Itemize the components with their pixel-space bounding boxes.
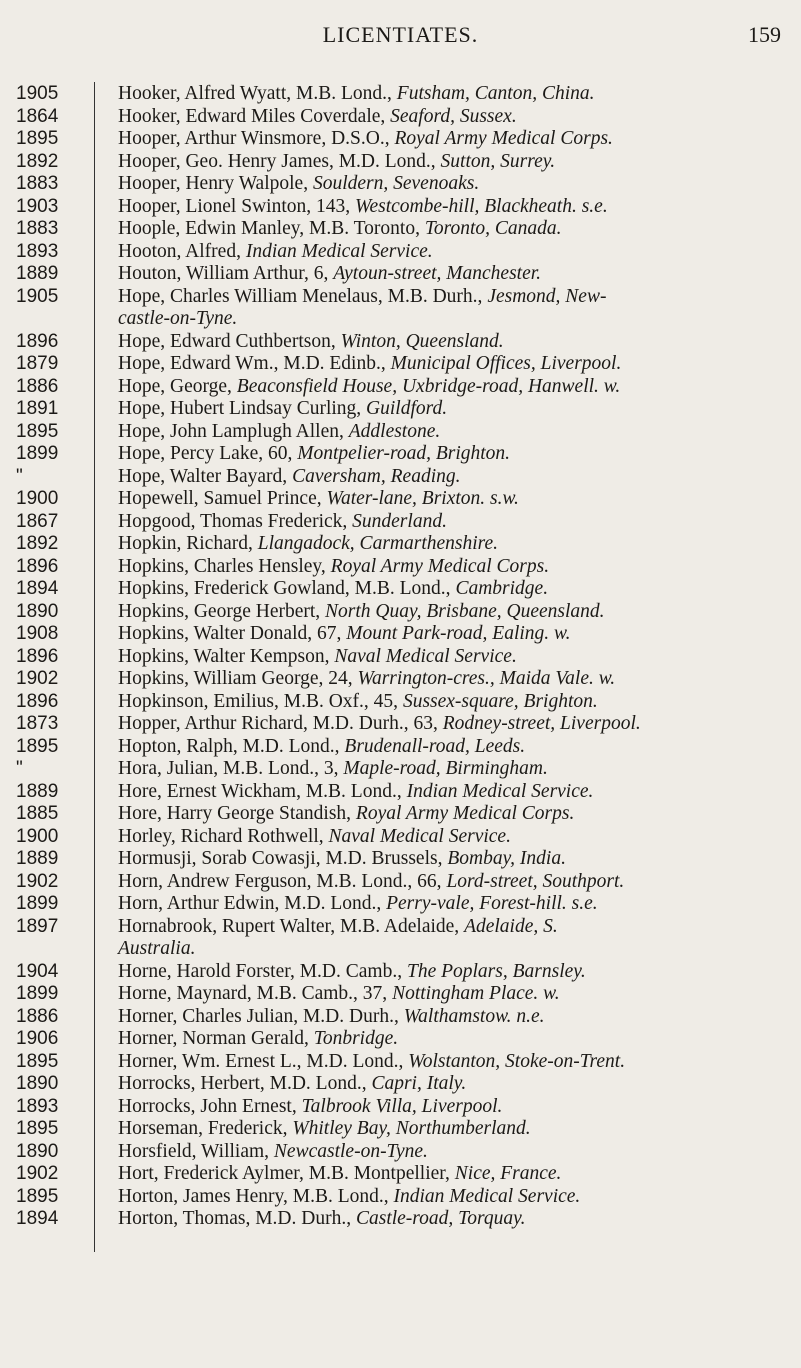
entry-address-continued: castle-on-Tyne.	[118, 308, 238, 329]
entry-text	[108, 781, 801, 804]
list-item	[0, 263, 801, 286]
entry-address: Indian Medical Service.	[406, 780, 594, 802]
entry-name: Hopgood, Thomas Frederick,	[118, 510, 353, 532]
entry-year: 1864	[16, 105, 59, 127]
entry-year: 1893	[16, 1095, 59, 1117]
entry-name: Hopkinson, Emilius, M.B. Oxf., 45,	[118, 690, 403, 712]
entry-text	[108, 331, 801, 354]
entry-name: Hopkins, Walter Kempson,	[118, 645, 335, 667]
entry-year: 1902	[16, 668, 59, 689]
entry-address: Cambridge.	[455, 578, 549, 599]
list-item	[0, 533, 801, 556]
entry-address: Souldern, Sevenoaks.	[312, 173, 480, 194]
entry-address: Seaford, Sussex.	[390, 105, 517, 127]
list-item	[0, 916, 801, 961]
list-item	[0, 443, 801, 466]
entry-year: 1889	[16, 848, 59, 869]
entry-text	[108, 556, 801, 579]
entry-text	[108, 758, 801, 781]
list-item	[0, 353, 801, 376]
running-title: LICENTIATES.	[322, 22, 479, 47]
entry-address: Indian Medical Service.	[393, 1185, 581, 1207]
entry-text	[108, 128, 801, 151]
page-header	[0, 22, 801, 52]
list-item	[0, 713, 801, 736]
entry-name: Hooper, Lionel Swinton, 143,	[118, 195, 355, 217]
entry-year: 1890	[16, 1073, 59, 1094]
entry-year: 1902	[16, 1163, 59, 1184]
entry-year: 1902	[16, 870, 59, 892]
entry-year: 1885	[16, 803, 59, 824]
list-item	[0, 241, 801, 264]
entry-address: Aytoun-street, Manchester.	[333, 263, 542, 284]
entry-year: 1892	[16, 150, 59, 172]
entry-address: Perry-vale, Forest-hill. s.e.	[386, 893, 598, 914]
list-item	[0, 488, 801, 511]
list-item	[0, 1208, 801, 1231]
entry-year: 1904	[16, 960, 59, 982]
list-item	[0, 1186, 801, 1209]
entry-address: Montpelier-road, Brighton.	[297, 443, 511, 464]
entry-year: 1883	[16, 218, 59, 239]
entry-year: 1900	[16, 825, 59, 847]
entry-name: Hopkins, Frederick Gowland, M.B. Lond.,	[118, 578, 456, 599]
entry-address: Royal Army Medical Corps.	[330, 555, 550, 577]
entry-text	[108, 196, 801, 219]
list-item	[0, 1163, 801, 1186]
entry-year: 1897	[16, 915, 59, 937]
list-item	[0, 826, 801, 849]
entry-name: Hooper, Henry Walpole,	[118, 173, 313, 194]
list-item	[0, 961, 801, 984]
entry-address: Bombay, India.	[447, 848, 566, 869]
entry-text	[108, 466, 801, 489]
entry-address: North Quay, Brisbane, Queensland.	[325, 600, 605, 622]
entry-address: Sutton, Surrey.	[440, 150, 556, 172]
entry-text	[108, 803, 801, 826]
list-item	[0, 1118, 801, 1141]
entry-year: 1899	[16, 983, 59, 1004]
list-item	[0, 1096, 801, 1119]
entry-name: Horton, Thomas, M.D. Durh.,	[118, 1208, 356, 1229]
entry-year: 1895	[16, 420, 59, 442]
entry-address: Adelaide, S.	[464, 915, 558, 937]
entry-year: 1873	[16, 713, 59, 734]
entry-address: Jesmond, New-	[487, 285, 607, 307]
entry-year: 1895	[16, 1185, 59, 1207]
list-item	[0, 173, 801, 196]
entry-text	[108, 1073, 801, 1096]
entry-address: Mount Park-road, Ealing. w.	[346, 623, 571, 644]
entry-text	[108, 916, 801, 961]
entry-name: Hope, John Lamplugh Allen,	[118, 420, 349, 442]
entry-year: "	[16, 465, 23, 487]
entry-text	[108, 736, 801, 759]
entry-name: Hope, Hubert Lindsay Curling,	[118, 398, 367, 419]
entry-name: Horrocks, Herbert, M.D. Lond.,	[118, 1073, 372, 1094]
entry-name: Hormusji, Sorab Cowasji, M.D. Brussels,	[118, 848, 448, 869]
entry-text	[108, 1096, 801, 1119]
list-item	[0, 286, 801, 331]
list-item	[0, 601, 801, 624]
entry-text	[108, 173, 801, 196]
entry-text	[108, 1208, 801, 1231]
list-item	[0, 421, 801, 444]
list-item	[0, 106, 801, 129]
entry-text	[108, 1006, 801, 1029]
entry-text	[108, 983, 801, 1006]
entry-name: Hooker, Alfred Wyatt, M.B. Lond.,	[118, 83, 397, 104]
entry-address: The Poplars, Barnsley.	[406, 960, 586, 982]
entry-name: Hopkins, Charles Hensley,	[118, 555, 331, 577]
entry-year: 1896	[16, 555, 59, 577]
entry-name: Horley, Richard Rothwell,	[118, 825, 329, 847]
entry-text	[108, 826, 801, 849]
entry-text	[108, 218, 801, 241]
entry-address: Rodney-street, Liverpool.	[442, 713, 641, 734]
entry-text	[108, 668, 801, 691]
entry-text	[108, 533, 801, 556]
entry-name: Horne, Harold Forster, M.D. Camb.,	[118, 960, 407, 982]
list-item	[0, 623, 801, 646]
entry-address: Westcombe-hill, Blackheath. s.e.	[355, 195, 608, 217]
entry-year: 1893	[16, 240, 59, 262]
entry-text	[108, 601, 801, 624]
entry-year: 1892	[16, 533, 59, 554]
list-item	[0, 511, 801, 534]
entry-address: Winton, Queensland.	[340, 330, 504, 352]
entry-year: 1895	[16, 1118, 59, 1139]
entry-name: Horner, Charles Julian, M.D. Durh.,	[118, 1005, 404, 1027]
entry-name: Hopkin, Richard,	[118, 533, 258, 554]
entry-address: Warrington-cres., Maida Vale. w.	[357, 668, 616, 689]
list-item	[0, 736, 801, 759]
entry-text	[108, 263, 801, 286]
entry-address: Nice, France.	[454, 1163, 562, 1184]
entry-year: 1883	[16, 173, 59, 194]
entry-text	[108, 1163, 801, 1186]
entry-address: Caversham, Reading.	[292, 465, 461, 487]
entry-text	[108, 848, 801, 871]
entry-address: Toronto, Canada.	[424, 218, 562, 239]
entry-address: Royal Army Medical Corps.	[355, 803, 575, 824]
entry-address: Castle-road, Torquay.	[355, 1208, 526, 1229]
entry-year: 1908	[16, 623, 59, 644]
list-item	[0, 803, 801, 826]
entry-address: Sussex-square, Brighton.	[402, 690, 598, 712]
entry-address: Beaconsfield House, Uxbridge-road, Hanwell. w.	[236, 375, 621, 397]
entry-name: Hooper, Geo. Henry James, M.D. Lond.,	[118, 150, 441, 172]
entry-name: Horn, Arthur Edwin, M.D. Lond.,	[118, 893, 387, 914]
entry-text	[108, 893, 801, 916]
entry-year: 1889	[16, 780, 59, 802]
list-item	[0, 1051, 801, 1074]
entry-address: Royal Army Medical Corps.	[394, 128, 613, 149]
page-number: 159	[748, 22, 781, 47]
entry-name: Hooton, Alfred,	[118, 240, 246, 262]
entry-address: Llangadock, Carmarthenshire.	[257, 533, 499, 554]
list-item	[0, 1073, 801, 1096]
list-item	[0, 758, 801, 781]
entry-address: Sunderland.	[352, 510, 447, 532]
entry-year: 1896	[16, 330, 59, 352]
entry-text	[108, 1141, 801, 1164]
entry-text	[108, 713, 801, 736]
entry-name: Hope, Edward Cuthbertson,	[118, 330, 341, 352]
entry-address: Futsham, Canton, China.	[396, 83, 595, 104]
entry-address: Lord-street, Southport.	[446, 870, 625, 892]
entry-address: Indian Medical Service.	[245, 240, 433, 262]
entry-year: 1895	[16, 1050, 59, 1072]
entry-address: Walthamstow. n.e.	[403, 1005, 545, 1027]
list-item	[0, 151, 801, 174]
entry-address: Naval Medical Service.	[328, 825, 511, 847]
list-item	[0, 983, 801, 1006]
entry-name: Hopkins, Walter Donald, 67,	[118, 623, 347, 644]
entry-name: Hooker, Edward Miles Coverdale,	[118, 105, 391, 127]
list-item	[0, 556, 801, 579]
entry-text	[108, 398, 801, 421]
entry-text	[108, 151, 801, 174]
entry-address: Tonbridge.	[313, 1028, 399, 1049]
entry-name: Hope, Walter Bayard,	[118, 465, 293, 487]
list-item	[0, 781, 801, 804]
entry-year: 1886	[16, 375, 59, 397]
entry-year: 1896	[16, 690, 59, 712]
entry-name: Horrocks, John Ernest,	[118, 1095, 302, 1117]
entry-name: Hopkins, William George, 24,	[118, 668, 358, 689]
list-item	[0, 376, 801, 399]
list-item	[0, 196, 801, 219]
list-item	[0, 218, 801, 241]
entry-text	[108, 961, 801, 984]
entry-year: 1867	[16, 510, 59, 532]
entry-year: 1899	[16, 443, 59, 464]
entry-name: Hort, Frederick Aylmer, M.B. Montpellier,	[118, 1163, 455, 1184]
entry-text	[108, 511, 801, 534]
entry-year: 1903	[16, 195, 59, 217]
entry-year: 1890	[16, 1140, 59, 1162]
entry-name: Hopton, Ralph, M.D. Lond.,	[118, 735, 345, 757]
entry-name: Hopper, Arthur Richard, M.D. Durh., 63,	[118, 713, 443, 734]
entry-year: "	[16, 758, 23, 779]
entry-text	[108, 1051, 801, 1074]
entry-name: Hopewell, Samuel Prince,	[118, 488, 327, 509]
entry-address: Newcastle-on-Tyne.	[273, 1140, 428, 1162]
entry-text	[108, 578, 801, 601]
entry-text	[108, 1186, 801, 1209]
list-item	[0, 398, 801, 421]
entry-text	[108, 376, 801, 399]
entry-address: Municipal Offices, Liverpool.	[390, 353, 622, 374]
entry-text	[108, 443, 801, 466]
entry-address: Maple-road, Birmingham.	[343, 758, 548, 779]
list-item	[0, 646, 801, 669]
entry-year: 1899	[16, 893, 59, 914]
licentiate-list	[0, 83, 801, 1231]
entry-year: 1905	[16, 285, 59, 307]
entry-text	[108, 106, 801, 129]
entry-address: Naval Medical Service.	[334, 645, 517, 667]
entry-name: Hope, Edward Wm., M.D. Edinb.,	[118, 353, 391, 374]
entry-year: 1879	[16, 353, 59, 374]
list-item	[0, 83, 801, 106]
entry-year: 1894	[16, 1208, 59, 1229]
entry-text	[108, 691, 801, 714]
list-item	[0, 893, 801, 916]
entry-year: 1906	[16, 1028, 59, 1049]
entry-address: Brudenall-road, Leeds.	[344, 735, 526, 757]
entry-year: 1886	[16, 1005, 59, 1027]
entry-name: Hora, Julian, M.B. Lond., 3,	[118, 758, 344, 779]
entry-name: Hooper, Arthur Winsmore, D.S.O.,	[118, 128, 395, 149]
entry-name: Horner, Norman Gerald,	[118, 1028, 314, 1049]
entry-year: 1905	[16, 83, 59, 104]
entry-address: Capri, Italy.	[371, 1073, 467, 1094]
entry-year: 1895	[16, 735, 59, 757]
entry-text	[108, 421, 801, 444]
entry-text	[108, 83, 801, 106]
list-item	[0, 668, 801, 691]
entry-name: Horton, James Henry, M.B. Lond.,	[118, 1185, 394, 1207]
entry-name: Horseman, Frederick,	[118, 1118, 293, 1139]
entry-name: Hore, Ernest Wickham, M.B. Lond.,	[118, 780, 407, 802]
entry-year: 1891	[16, 398, 59, 419]
entry-text	[108, 286, 801, 331]
entry-text	[108, 1118, 801, 1141]
entry-year: 1900	[16, 488, 59, 509]
entry-text	[108, 871, 801, 894]
entry-text	[108, 646, 801, 669]
list-item	[0, 1141, 801, 1164]
entry-name: Hope, George,	[118, 375, 237, 397]
entry-name: Hore, Harry George Standish,	[118, 803, 356, 824]
entry-name: Horsfield, William,	[118, 1140, 274, 1162]
entry-year: 1894	[16, 578, 59, 599]
entry-address: Whitley Bay, Northumberland.	[292, 1118, 531, 1139]
entry-name: Horne, Maynard, M.B. Camb., 37,	[118, 983, 393, 1004]
entry-text	[108, 623, 801, 646]
list-item	[0, 871, 801, 894]
entry-name: Hornabrook, Rupert Walter, M.B. Adelaide,	[118, 915, 465, 937]
entry-name: Houton, William Arthur, 6,	[118, 263, 334, 284]
entry-year: 1895	[16, 128, 59, 149]
entry-name: Hopkins, George Herbert,	[118, 600, 326, 622]
entry-address: Talbrook Villa, Liverpool.	[301, 1095, 503, 1117]
entry-address: Addlestone.	[348, 420, 441, 442]
entry-year: 1889	[16, 263, 59, 284]
entry-address: Nottingham Place. w.	[392, 983, 560, 1004]
list-item	[0, 578, 801, 601]
entry-address: Wolstanton, Stoke-on-Trent.	[408, 1050, 626, 1072]
entry-year: 1890	[16, 600, 59, 622]
entry-name: Horn, Andrew Ferguson, M.B. Lond., 66,	[118, 870, 447, 892]
entry-name: Hoople, Edwin Manley, M.B. Toronto,	[118, 218, 425, 239]
list-item	[0, 1028, 801, 1051]
entry-address-continued: Australia.	[118, 938, 196, 959]
list-item	[0, 1006, 801, 1029]
entry-text	[108, 241, 801, 264]
list-item	[0, 848, 801, 871]
entry-year: 1896	[16, 645, 59, 667]
entry-text	[108, 353, 801, 376]
entry-name: Hope, Percy Lake, 60,	[118, 443, 298, 464]
entry-name: Horner, Wm. Ernest L., M.D. Lond.,	[118, 1050, 409, 1072]
entry-text	[108, 488, 801, 511]
entry-address: Water-lane, Brixton. s.w.	[326, 488, 519, 509]
entry-text	[108, 1028, 801, 1051]
list-item	[0, 128, 801, 151]
list-item	[0, 331, 801, 354]
entry-name: Hope, Charles William Menelaus, M.B. Durh.,	[118, 285, 488, 307]
list-item	[0, 466, 801, 489]
entry-address: Guildford.	[366, 398, 448, 419]
list-item	[0, 691, 801, 714]
